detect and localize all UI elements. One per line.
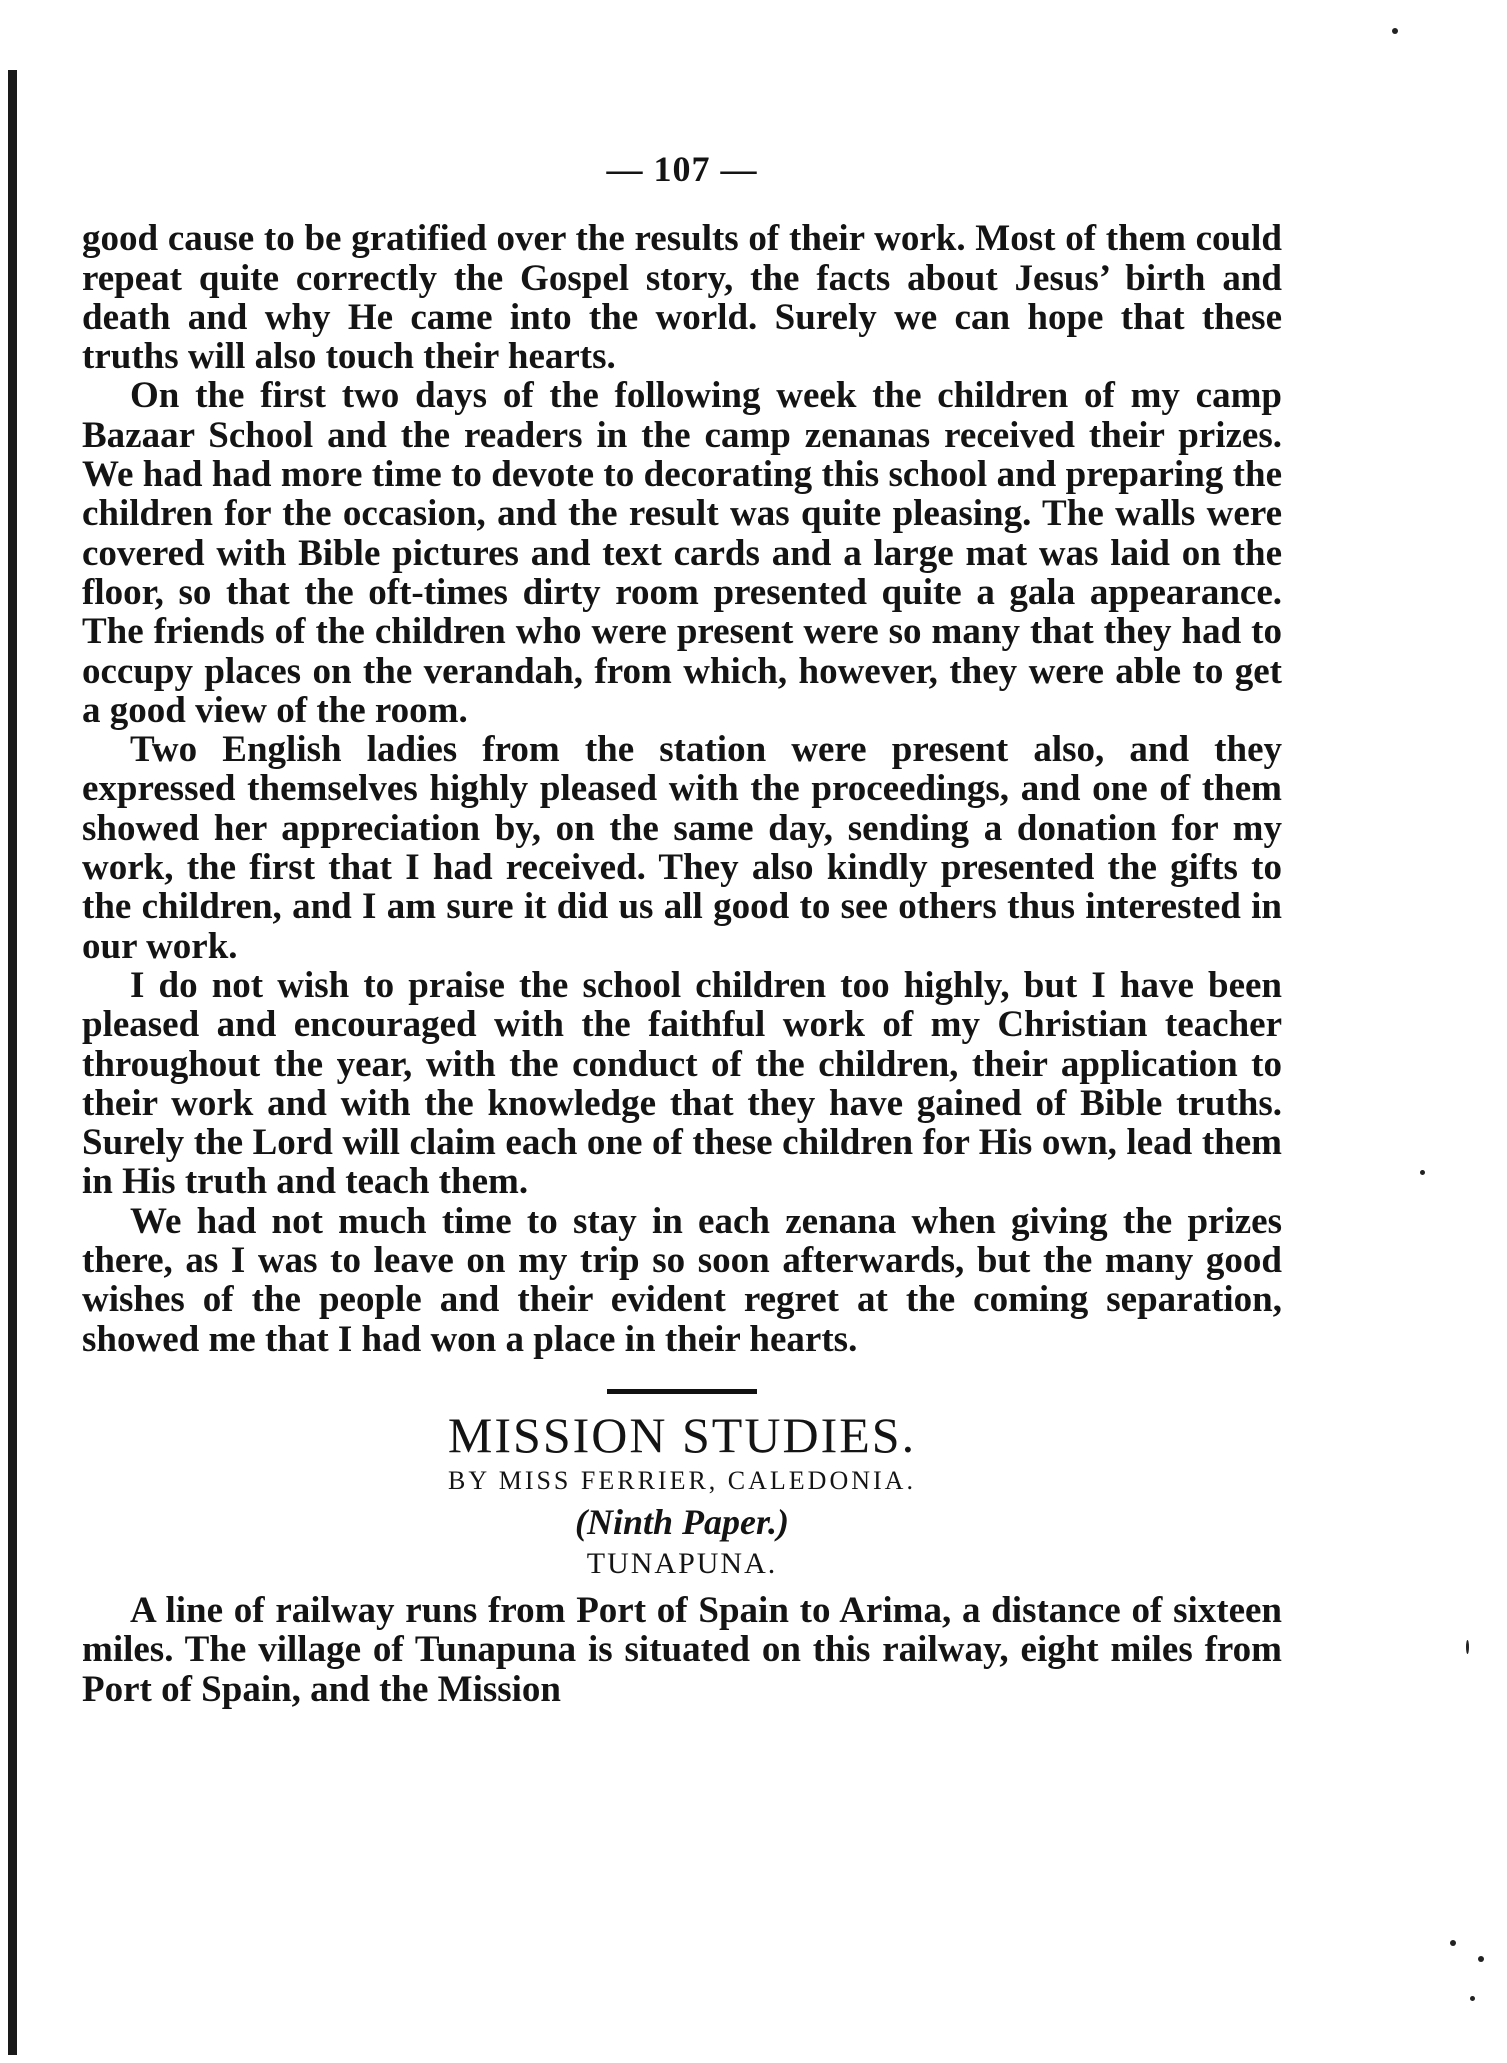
paragraph: Two English ladies from the station were present also, and they expressed themselves highly pleased with the proceedings, and one of them showed her appreciation by, on the same day, sending a donation for my work, the first that I had received. They also kindly presented the gifts to the children, and I am sure it did us all good to see others thus interested in our work.	[82, 729, 1282, 967]
paragraph: I do not wish to praise the school children too highly, but I have been pleased and encouraged with the faithful work of my Christian teacher throughout the year, with the conduct of the children, their application to their work and with the knowledge that they have gained of Bible truths. Surely the Lord will claim each one of these children for His own, lead them in His truth and teach them.	[82, 964, 1282, 1203]
paragraph: On the first two days of the following week the children of my camp Bazaar School and the readers in the camp zenanas received their prizes. We had had more time to devote to decorating this school and preparing the children for the occasion, and the result was quite pleasing. The walls were covered with Bible pictures and text cards and a large mat was laid on the floor, so that the oft-times dirty room presented quite a gala appearance. The friends of the children who were present were so many that they had to occupy places on the verandah, from which, however, they were able to get a good view of the room.	[82, 375, 1282, 731]
scan-speck	[1392, 28, 1398, 34]
paragraph: good cause to be gratified over the results of their work. Most of them could repeat quite correctly the Gospel story, the facts about Jesus’ birth and death and why He came into the world. Surely we can hope that these truths will also touch their hearts.	[82, 218, 1282, 378]
section-divider	[607, 1389, 757, 1394]
paper-number: (Ninth Paper.)	[574, 1501, 789, 1542]
section-title: MISSION STUDIES.	[447, 1406, 917, 1463]
paragraph: A line of railway runs from Port of Spain to Arima, a distance of sixteen miles. The village of Tunapuna is situated on this railway, eight miles from Port of Spain, and the Mission	[82, 1590, 1282, 1710]
binding-edge	[8, 70, 17, 2055]
section-subheading: TUNAPUNA.	[586, 1546, 778, 1580]
scan-speck	[1470, 1996, 1475, 2001]
page-text-column	[82, 150, 1282, 1709]
scan-speck	[1478, 1956, 1484, 1962]
scan-speck	[1466, 1640, 1469, 1654]
author-byline: BY MISS FERRIER, CALEDONIA.	[448, 1466, 916, 1496]
scan-speck	[1420, 1170, 1425, 1175]
paragraph: We had not much time to stay in each zenana when giving the prizes there, as I was to leave on my trip so soon afterwards, but the many good wishes of the people and their evident regret at the coming separation, showed me that I had won a place in their hearts.	[82, 1200, 1282, 1360]
page-number: — 107 —	[606, 149, 758, 189]
scan-speck	[1450, 1940, 1456, 1946]
